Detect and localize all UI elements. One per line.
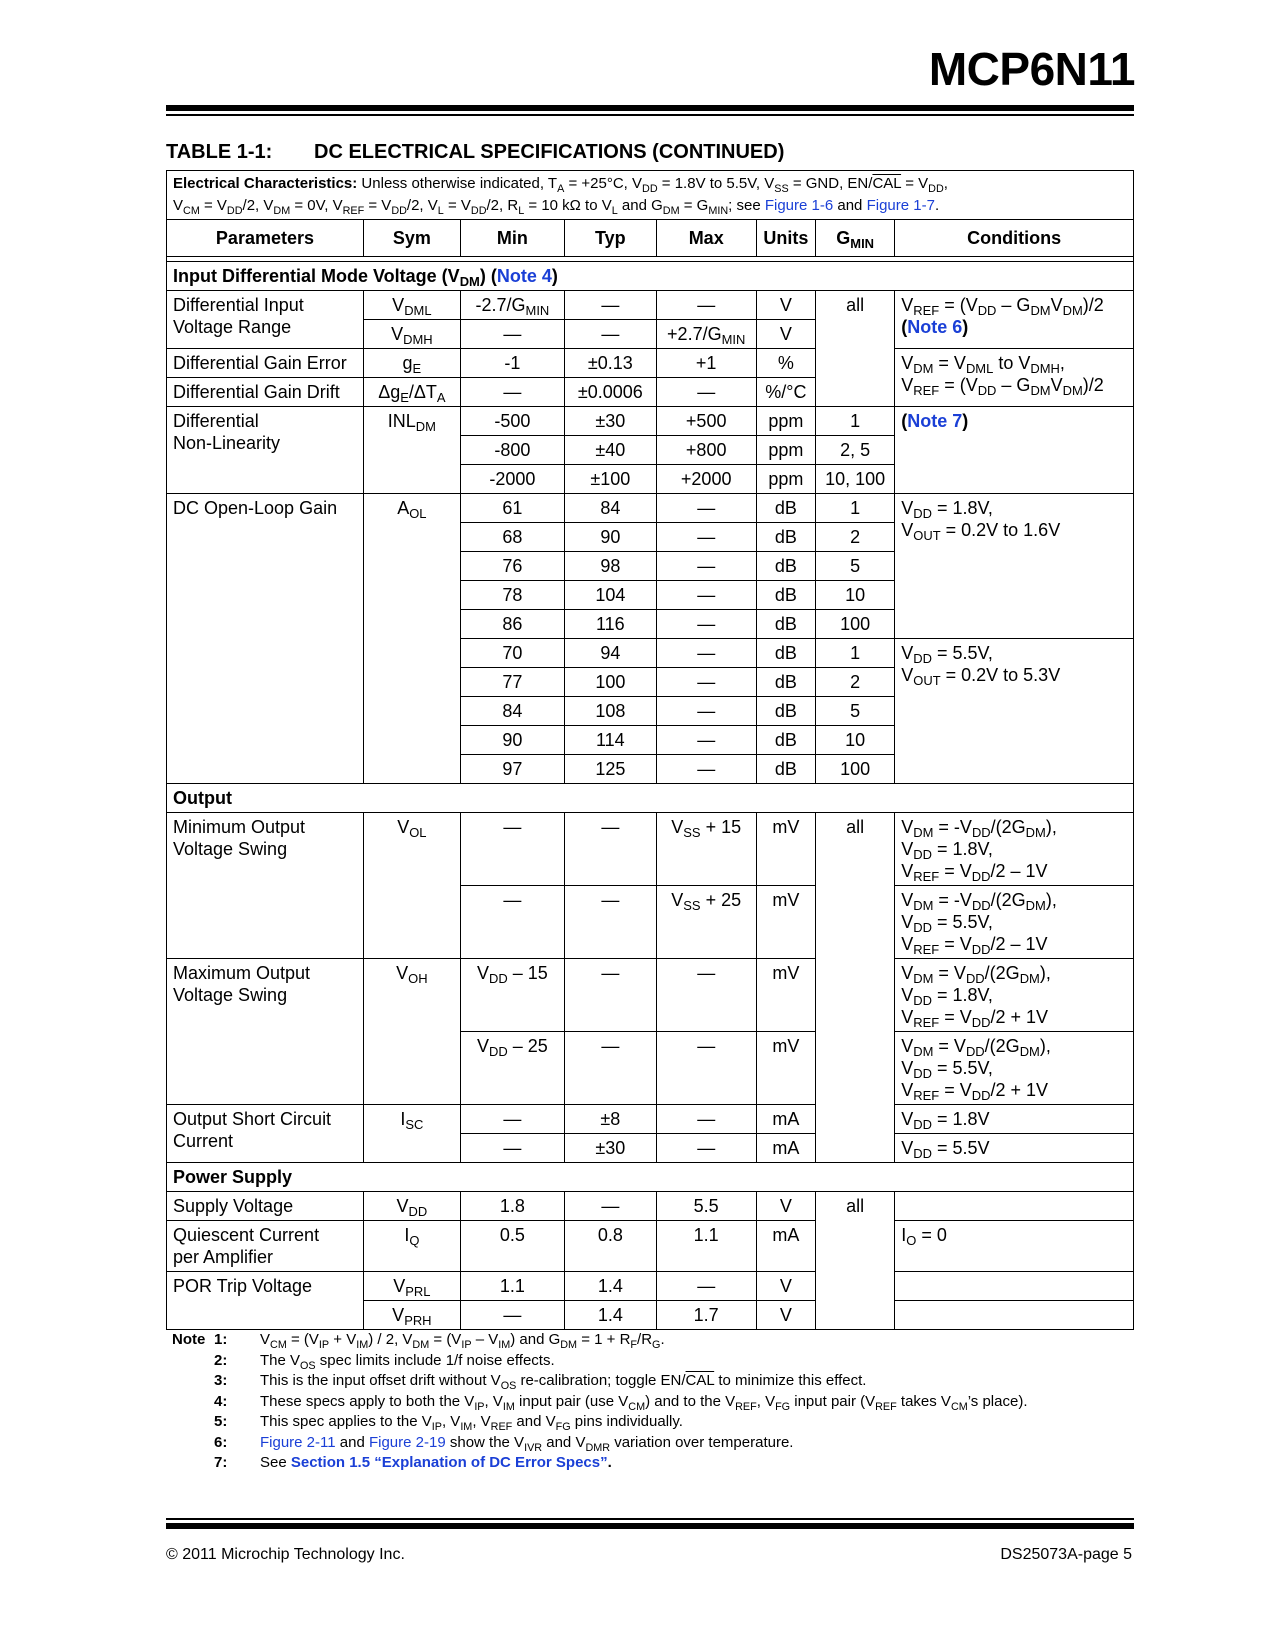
table-row: — — $V_{SS} + 25$ mV $V_{DM} = -V_{DD}/(2G_{DM})$, $V_{DD} = 5.5V$, $V_{REF} = V_{DD}/2 - 1V$ — [167, 886, 1134, 959]
table-row: Minimum Output Voltage Swing $V_{OL}$ — — $V_{SS} + 15$ mV all $V_{DM} = -V_{DD}/(2G_{DM})$, $V_{DD} = 1.8V$, $V_{REF} = V_{DD}/2 - 1V$ — [167, 813, 1134, 886]
electrical-characteristics: Electrical Characteristics: Unless otherwise indicated, $T_A = +25^\circ C$, $V_{DD} = 1.8V$ to 5.5V, $V_{SS}$ = GND, $EN/\overline{CAL} = V_{DD}$, $V_{CM} = V_{DD}/2$, $V_{DM} = 0V$, $V_{REF} = V_{DD}/2$, $V_L = V_{DD}/2$, $R_L = 10$ kΩ to $V_L$ and $G_{DM} = G_{MIN}$; see Figure 1-6 and Figure 1-7. — [167, 171, 1134, 220]
figure-2-19-link[interactable]: Figure 2-19 — [368, 1433, 446, 1451]
figure-1-7-link[interactable]: Figure 1-7 — [866, 197, 935, 214]
col-max: Max — [656, 220, 756, 257]
bottom-rule-thin — [166, 1518, 1134, 1520]
col-gmin: $G_{MIN}$ — [816, 220, 895, 257]
table-row: 68 90 — dB 2 — [167, 523, 1134, 552]
table-row: -800 ±40 +800 ppm 2, 5 — [167, 436, 1134, 465]
table-row: Maximum Output Voltage Swing $V_{OH}$ $V_{DD} - 15$ — — mV $V_{DM} = V_{DD}/(2G_{DM})$, $V_{DD} = 1.8V$, $V_{REF} = V_{DD}/2 + 1V$ — [167, 959, 1134, 1032]
table-row: 78 104 — dB 10 — [167, 581, 1134, 610]
table-row: Output Short Circuit Current $I_{SC}$ — ±8 — mA $V_{DD} = 1.8V$ — [167, 1105, 1134, 1134]
note-7: 7: See Section 1.5 “Explanation of DC Error Specs”. — [214, 1454, 612, 1471]
note-7-link[interactable]: Note 7 — [907, 411, 963, 431]
section-1-5-link[interactable]: Section 1.5 “Explanation of DC Error Specs” — [290, 1454, 608, 1471]
table-row: Differential Input Voltage Range $V_{DML}$ $-2.7/G_{MIN}$ — — V all $V_{REF} = (V_{DD} - G_{DM}V_{DM})/2$ (Note 6) — [167, 291, 1134, 320]
table-number: TABLE 1-1: — [166, 141, 273, 163]
table-row: Supply Voltage $V_{DD}$ 1.8 — 5.5 V all — [167, 1192, 1134, 1221]
col-typ: Typ — [565, 220, 657, 257]
footer-copyright: © 2011 Microchip Technology Inc. — [166, 1546, 405, 1563]
table-row: 90 114 — dB 10 — [167, 726, 1134, 755]
table-title: DC ELECTRICAL SPECIFICATIONS (CONTINUED) — [314, 141, 785, 163]
header-row — [167, 220, 1134, 257]
note-4-link[interactable]: Note 4 — [496, 266, 552, 286]
table-row: $V_{DMH}$ — — $+2.7/G_{MIN}$ V — [167, 320, 1134, 349]
table-row: 84 108 — dB 5 — [167, 697, 1134, 726]
table-row: 86 116 — dB 100 — [167, 610, 1134, 639]
col-min: Min — [460, 220, 564, 257]
document-title: MCP6N11 — [928, 43, 1135, 95]
note-6-link[interactable]: Note 6 — [907, 317, 963, 337]
table-row: Differential Non-Linearity $INL_{DM}$ -500 ±30 +500 ppm 1 (Note 7) — [167, 407, 1134, 436]
table-row: 77 100 — dB 2 — [167, 668, 1134, 697]
section-input-differential: Input Differential Mode Voltage $(V_{DM})$ (Note 4) — [167, 262, 1134, 291]
col-sym: Sym — [363, 220, 460, 257]
top-rule-thin — [166, 114, 1134, 116]
note-3: 3: This is the input offset drift without $V_{OS}$ re-calibration; toggle $EN/\overline{CAL}$ to minimize this effect. — [214, 1372, 867, 1392]
table-row: 97 125 — dB 100 — [167, 755, 1134, 784]
table-row: $V_{PRH}$ — 1.4 1.7 V — [167, 1301, 1134, 1330]
table-row: Differential Gain Drift $\Delta g_E/\Delta T_A$ — ±0.0006 — %/°C — [167, 378, 1134, 407]
section-power-supply: Power Supply — [167, 1163, 1134, 1192]
dc-spec-table — [166, 170, 1134, 1330]
table-caption — [166, 141, 784, 164]
note-6: 6: Figure 2-11 and Figure 2-19 show the $V_{IVR}$ and $V_{DMR}$ variation over temperature. — [214, 1433, 794, 1454]
note-2: 2: The $V_{OS}$ spec limits include 1/f noise effects. — [214, 1351, 555, 1372]
table-row: $V_{DD} - 25$ — — mV $V_{DM} = V_{DD}/(2G_{DM})$, $V_{DD} = 5.5V$, $V_{REF} = V_{DD}/2 + 1V$ — [167, 1032, 1134, 1105]
col-conditions: Conditions — [895, 220, 1134, 257]
table-row: Quiescent Current per Amplifier $I_Q$ 0.5 0.8 1.1 mA $I_O = 0$ — [167, 1221, 1134, 1272]
note-5: 5: This spec applies to the $V_{IP}$, $V_{IM}$, $V_{REF}$ and $V_{FG}$ pins individually. — [214, 1413, 683, 1433]
col-parameters: Parameters — [167, 220, 364, 257]
table-row: -2000 ±100 +2000 ppm 10, 100 — [167, 465, 1134, 494]
note-4: 4: These specs apply to both the $V_{IP}$, $V_{IM}$ input pair (use $V_{CM}$) and to the $V_{REF}$, $V_{FG}$ input pair ($V_{REF}$ takes $V_{CM}’s$ place). — [214, 1392, 1028, 1413]
top-rule — [166, 105, 1134, 111]
table-row: — ±30 — mA $V_{DD} = 5.5V$ — [167, 1134, 1134, 1163]
bottom-rule — [166, 1523, 1134, 1529]
section-output: Output — [167, 784, 1134, 813]
table-row: 70 94 — dB 1 $V_{DD} = 5.5V$, $V_{OUT} = 0.2V$ to 5.3V — [167, 639, 1134, 668]
table-row: Differential Gain Error $g_E$ -1 ±0.13 +1 % $V_{DM} = V_{DML}$ to $V_{DMH}$, $V_{REF} = (V_{DD} - G_{DM}V_{DM})/2$ — [167, 349, 1134, 378]
table-notes — [172, 1330, 1132, 1474]
col-units: Units — [756, 220, 815, 257]
footer-page-number: DS25073A-page 5 — [1000, 1546, 1132, 1563]
figure-1-6-link[interactable]: Figure 1-6 — [764, 197, 834, 214]
note-1: Note 1: $V_{CM} = (V_{IP} + V_{IM}) / 2$, $V_{DM} = (V_{IP} - V_{IM})$ and $G_{DM} = 1 + R_F/R_G$. — [172, 1331, 665, 1351]
table-row: DC Open-Loop Gain $A_{OL}$ 61 84 — dB 1 $V_{DD} = 1.8V$, $V_{OUT} = 0.2V$ to 1.6V — [167, 494, 1134, 523]
figure-2-11-link[interactable]: Figure 2-11 — [260, 1433, 336, 1451]
table-row: POR Trip Voltage $V_{PRL}$ 1.1 1.4 — V — [167, 1272, 1134, 1301]
table-row: 76 98 — dB 5 — [167, 552, 1134, 581]
